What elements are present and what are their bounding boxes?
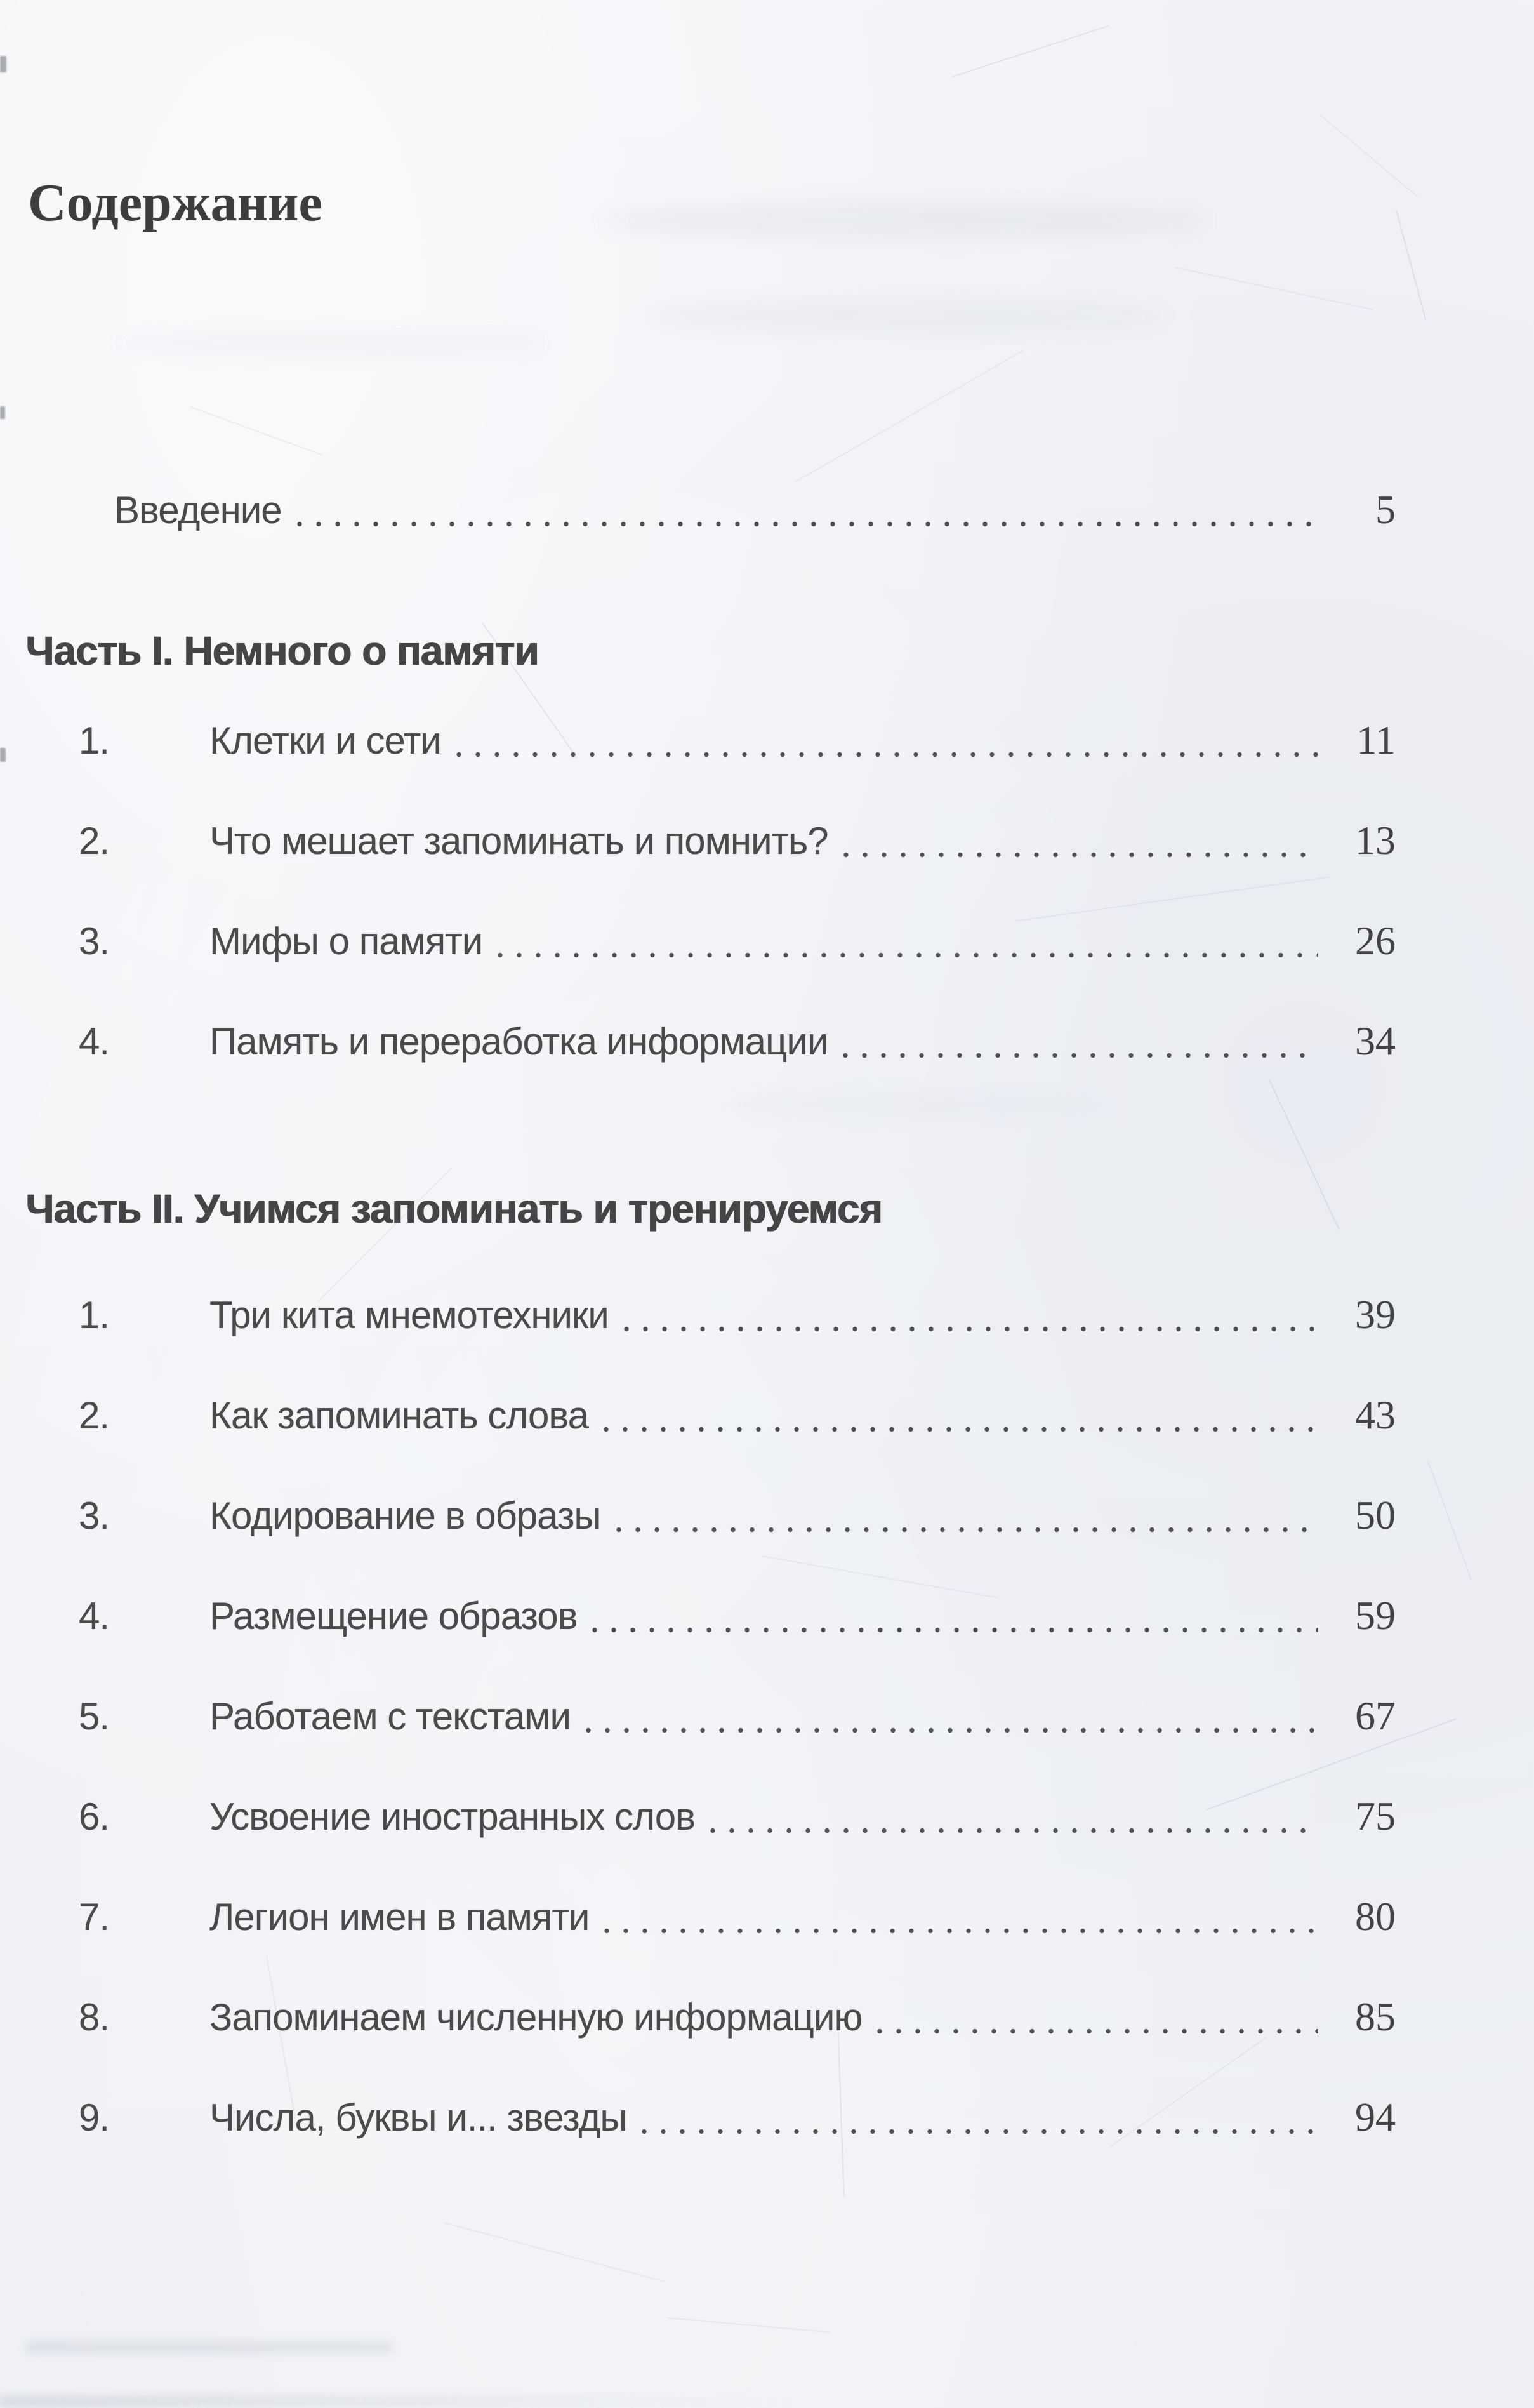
toc-item-label: Память и переработка информации	[209, 1020, 828, 1063]
toc-row	[0, 1493, 1396, 1538]
toc-row	[0, 1995, 1396, 2040]
toc-item-page: 80	[1355, 1894, 1396, 1939]
toc-item-label: Работаем с текстами	[209, 1695, 571, 1738]
dot-leader	[604, 1928, 1318, 1934]
toc-item-page: 13	[1355, 818, 1396, 863]
toc-item-number: 5.	[79, 1695, 110, 1738]
toc-item-number: 8.	[79, 1996, 110, 2039]
toc-item-page: 26	[1355, 918, 1396, 963]
toc-item-number: 2.	[79, 820, 110, 862]
dot-leader	[877, 2028, 1318, 2034]
scratch-line	[952, 25, 1109, 77]
toc-item-number: 1.	[79, 719, 110, 762]
part-heading: Часть I. Немного о памяти	[25, 628, 539, 674]
toc-item-label: Числа, буквы и... звезды	[209, 2096, 627, 2139]
toc-item-number: 4.	[79, 1020, 110, 1063]
toc-item-page: 59	[1355, 1593, 1396, 1638]
dot-leader	[297, 521, 1318, 527]
toc-row	[0, 919, 1396, 964]
toc-item-page: 85	[1355, 1994, 1396, 2039]
toc-item-page: 67	[1355, 1693, 1396, 1738]
page-title: Содержание	[28, 173, 322, 232]
toc-item-label: Усвоение иностранных слов	[209, 1795, 695, 1838]
toc-item-label: Размещение образов	[209, 1595, 578, 1637]
toc-row	[0, 1293, 1396, 1338]
toc-item-label: Легион имен в памяти	[209, 1896, 590, 1938]
toc-item-number: 3.	[79, 1494, 110, 1537]
toc-item-number: 3.	[79, 920, 110, 962]
toc-item-number: 2.	[79, 1394, 110, 1437]
dot-leader	[710, 1828, 1318, 1833]
bleedthrough-smudge	[603, 203, 1206, 238]
toc-row	[0, 1019, 1396, 1064]
dot-leader	[586, 1727, 1318, 1733]
toc-item-page: 39	[1355, 1292, 1396, 1337]
toc-item-label: Запоминаем численную информацию	[209, 1996, 863, 2039]
dot-leader	[616, 1527, 1318, 1533]
scan-edge-mark	[0, 406, 5, 419]
toc-item-page: 75	[1355, 1793, 1396, 1839]
toc-item-number: 1.	[79, 1294, 110, 1336]
scratch-line	[1427, 1461, 1472, 1581]
toc-item-page: 94	[1355, 2094, 1396, 2139]
toc-item-number: 9.	[79, 2096, 110, 2139]
scratch-line	[1319, 114, 1417, 197]
toc-item-page: 11	[1356, 717, 1396, 762]
bleedthrough-smudge	[730, 1092, 1111, 1117]
scratch-line	[666, 2317, 831, 2333]
toc-row	[0, 1794, 1396, 1839]
scratch-line	[1015, 876, 1330, 922]
bleedthrough-smudge	[25, 2341, 393, 2353]
toc-item-label: Что мешает запоминать и помнить?	[209, 820, 828, 862]
scratch-line	[444, 2222, 665, 2282]
toc-row	[0, 2095, 1396, 2140]
toc-item-label: Мифы о памяти	[209, 920, 483, 962]
scratch-line	[762, 1555, 1000, 1599]
dot-leader	[843, 852, 1318, 858]
dot-leader	[592, 1627, 1318, 1633]
toc-item-page: 34	[1355, 1018, 1396, 1063]
toc-item-label: Клетки и сети	[209, 719, 441, 762]
dot-leader	[843, 1053, 1318, 1058]
dot-leader	[624, 1326, 1318, 1332]
bleedthrough-smudge	[647, 297, 1168, 335]
dot-leader	[642, 2129, 1318, 2134]
toc-row	[0, 818, 1396, 863]
scratch-line	[1174, 267, 1373, 310]
toc-row	[0, 1393, 1396, 1438]
toc-item-page: 43	[1355, 1392, 1396, 1437]
dot-leader	[456, 752, 1318, 757]
scratch-line	[190, 406, 322, 455]
toc-item-number: 7.	[79, 1896, 110, 1938]
page-edge-shadow	[0, 2395, 793, 2408]
scratch-line	[793, 349, 1025, 484]
toc-item-page: 5	[1375, 487, 1396, 532]
toc-row	[0, 1593, 1396, 1639]
toc-intro-row	[0, 488, 1396, 533]
part-heading: Часть II. Учимся запоминать и тренируемся	[25, 1186, 882, 1232]
toc-row	[0, 1694, 1396, 1739]
scratch-line	[1396, 210, 1427, 321]
toc-item-label: Три кита мнемотехники	[209, 1294, 609, 1336]
bleedthrough-smudge	[114, 330, 546, 357]
toc-item-label: Как запоминать слова	[209, 1394, 588, 1437]
dot-leader	[604, 1427, 1318, 1432]
toc-item-number: 4.	[79, 1595, 110, 1637]
toc-item-page: 50	[1355, 1493, 1396, 1538]
toc-item-label: Кодирование в образы	[209, 1494, 601, 1537]
toc-item-number: 6.	[79, 1795, 110, 1838]
toc-row	[0, 1894, 1396, 1939]
scan-edge-mark	[0, 748, 6, 762]
dot-leader	[498, 952, 1318, 958]
scan-edge-mark	[0, 56, 6, 72]
toc-item-label: Введение	[114, 489, 282, 531]
toc-row	[0, 718, 1396, 763]
